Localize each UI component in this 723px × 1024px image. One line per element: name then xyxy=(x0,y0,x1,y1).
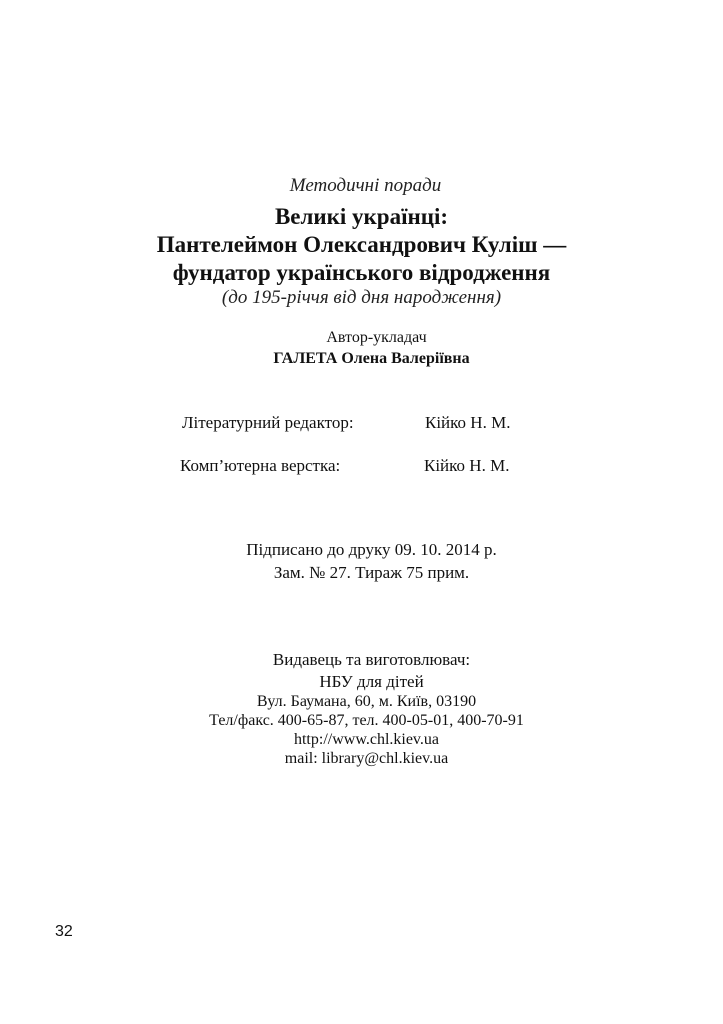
credit-role-editor: Літературний редактор: xyxy=(182,413,354,432)
title-line-3: фундатор українського відродження xyxy=(172,260,551,285)
publisher-label: Видавець та виготовлювач: xyxy=(272,650,471,669)
print-order-run: Зам. № 27. Тираж 75 прим. xyxy=(273,563,470,582)
publisher-phones: Тел/факс. 400-65-87, тел. 400-05-01, 400-70-91 xyxy=(209,712,524,729)
title-line-2: Пантелеймон Олександрович Куліш — xyxy=(156,232,567,257)
credit-role-layout: Комп’ютерна верстка: xyxy=(180,456,341,475)
page-number: 32 xyxy=(55,923,73,940)
credit-person-editor: Кійко Н. М. xyxy=(425,413,511,432)
document-type: Методичні поради xyxy=(289,175,442,196)
publisher-email: mail: library@chl.kiev.ua xyxy=(284,750,449,767)
publisher-address: Вул. Баумана, 60, м. Київ, 03190 xyxy=(256,693,477,710)
publisher-website: http://www.chl.kiev.ua xyxy=(293,731,439,748)
author-name: ГАЛЕТА Олена Валеріївна xyxy=(273,350,470,367)
title-line-1: Великі українці: xyxy=(274,204,449,229)
author-label: Автор-укладач xyxy=(326,329,427,346)
print-signed-date: Підписано до друку 09. 10. 2014 р. xyxy=(246,540,497,559)
anniversary-note: (до 195-річчя від дня народження) xyxy=(221,287,502,308)
publisher-name: НБУ для дітей xyxy=(319,672,424,691)
credit-person-layout: Кійко Н. М. xyxy=(424,456,510,475)
